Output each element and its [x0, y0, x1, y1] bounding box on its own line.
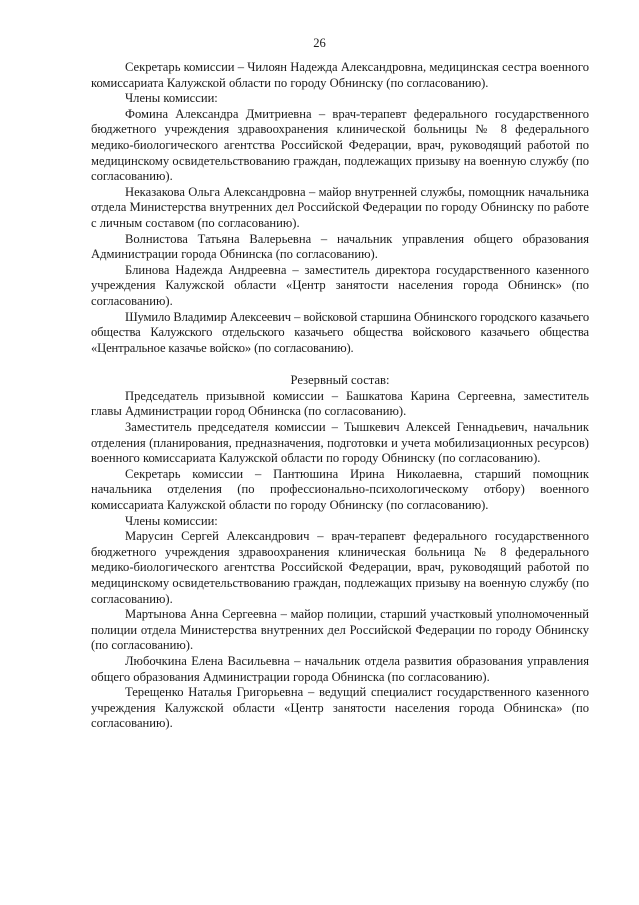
- member-paragraph: Неказакова Ольга Александровна – майор внутренней службы, помощник начальника отдела Министерства внутренних дел Российской Федерации по городу Обнинску по работе с личным составом (по согласованию).: [91, 184, 589, 230]
- reserve-member-paragraph: Марусин Сергей Александрович – врач-терапевт федерального государственного бюджетного учреждения здравоохранения клиническая больница № 8 федерального медико-биологического агентства Российской Федерации, врач, руководящий работой по медицинскому освидетельствованию граждан, подлежащих призыву на военную службу (по согласованию).: [91, 529, 589, 606]
- reserve-chairman-paragraph: Председатель призывной комиссии – Башкатова Карина Сергеевна, заместитель главы Администрации город Обнинска (по согласованию).: [91, 388, 589, 419]
- reserve-secretary-paragraph: Секретарь комиссии – Пантюшина Ирина Николаевна, старший помощник начальника отделения (по профессионально-психологическому отбору) военного комиссариата Калужской области по городу Обнинску (по согласованию).: [91, 466, 589, 513]
- reserve-member-paragraph: Мартынова Анна Сергеевна – майор полиции, старший участковый уполномоченный полиции отдела Министерства внутренних дел Российской Федерации по городу Обнинску (по согласованию).: [91, 607, 589, 653]
- reserve-member-paragraph: Любочкина Елена Васильевна – начальник отдела развития образования управления общего образования Администрации города Обнинска (по согласованию).: [91, 653, 589, 684]
- member-paragraph: Шумило Владимир Алексеевич – войсковой старшина Обнинского городского казачьего общества Калужского отдельского казачьего общества войскового казачьего общества «Центральное казачье войско» (по согласованию).: [91, 309, 589, 355]
- reserve-members-label: Члены комиссии:: [125, 513, 218, 528]
- reserve-deputy-paragraph: Заместитель председателя комиссии – Тышкевич Алексей Геннадьевич, начальник отделения (планирования, предназначения, подготовки и учета мобилизационных ресурсов) военного комиссариата Калужской области по городу Обнинску (по согласованию).: [91, 420, 589, 466]
- page-number: 26: [313, 36, 326, 50]
- secretary-paragraph: Секретарь комиссии – Чилоян Надежда Александровна, медицинская сестра военного комиссариата Калужской области по городу Обнинску (по согласованию).: [91, 60, 589, 90]
- member-paragraph: Блинова Надежда Андреевна – заместитель директора государственного казенного учреждения Калужской области «Центр занятости населения города Обнинск» (по согласованию).: [91, 262, 589, 308]
- reserve-member-paragraph: Терещенко Наталья Григорьевна – ведущий специалист государственного казенного учреждения Калужской области «Центр занятости населения города Обнинска» (по согласованию).: [91, 685, 589, 731]
- member-paragraph: Волнистова Татьяна Валерьевна – начальник управления общего образования Администрации города Обнинска (по согласованию).: [91, 231, 589, 262]
- document-body: [91, 60, 589, 732]
- members-label: Члены комиссии:: [125, 91, 218, 106]
- reserve-section-title: Резервный состав:: [290, 373, 390, 388]
- member-paragraph: Фомина Александра Дмитриевна – врач-терапевт федерального государственного бюджетного учреждения здравоохранения клинической больницы № 8 федерального медико-биологического агентства Российской Федерации, врач, руководящий работой по медицинскому освидетельствованию граждан, подлежащих призыву на военную службу (по согласованию).: [91, 106, 589, 184]
